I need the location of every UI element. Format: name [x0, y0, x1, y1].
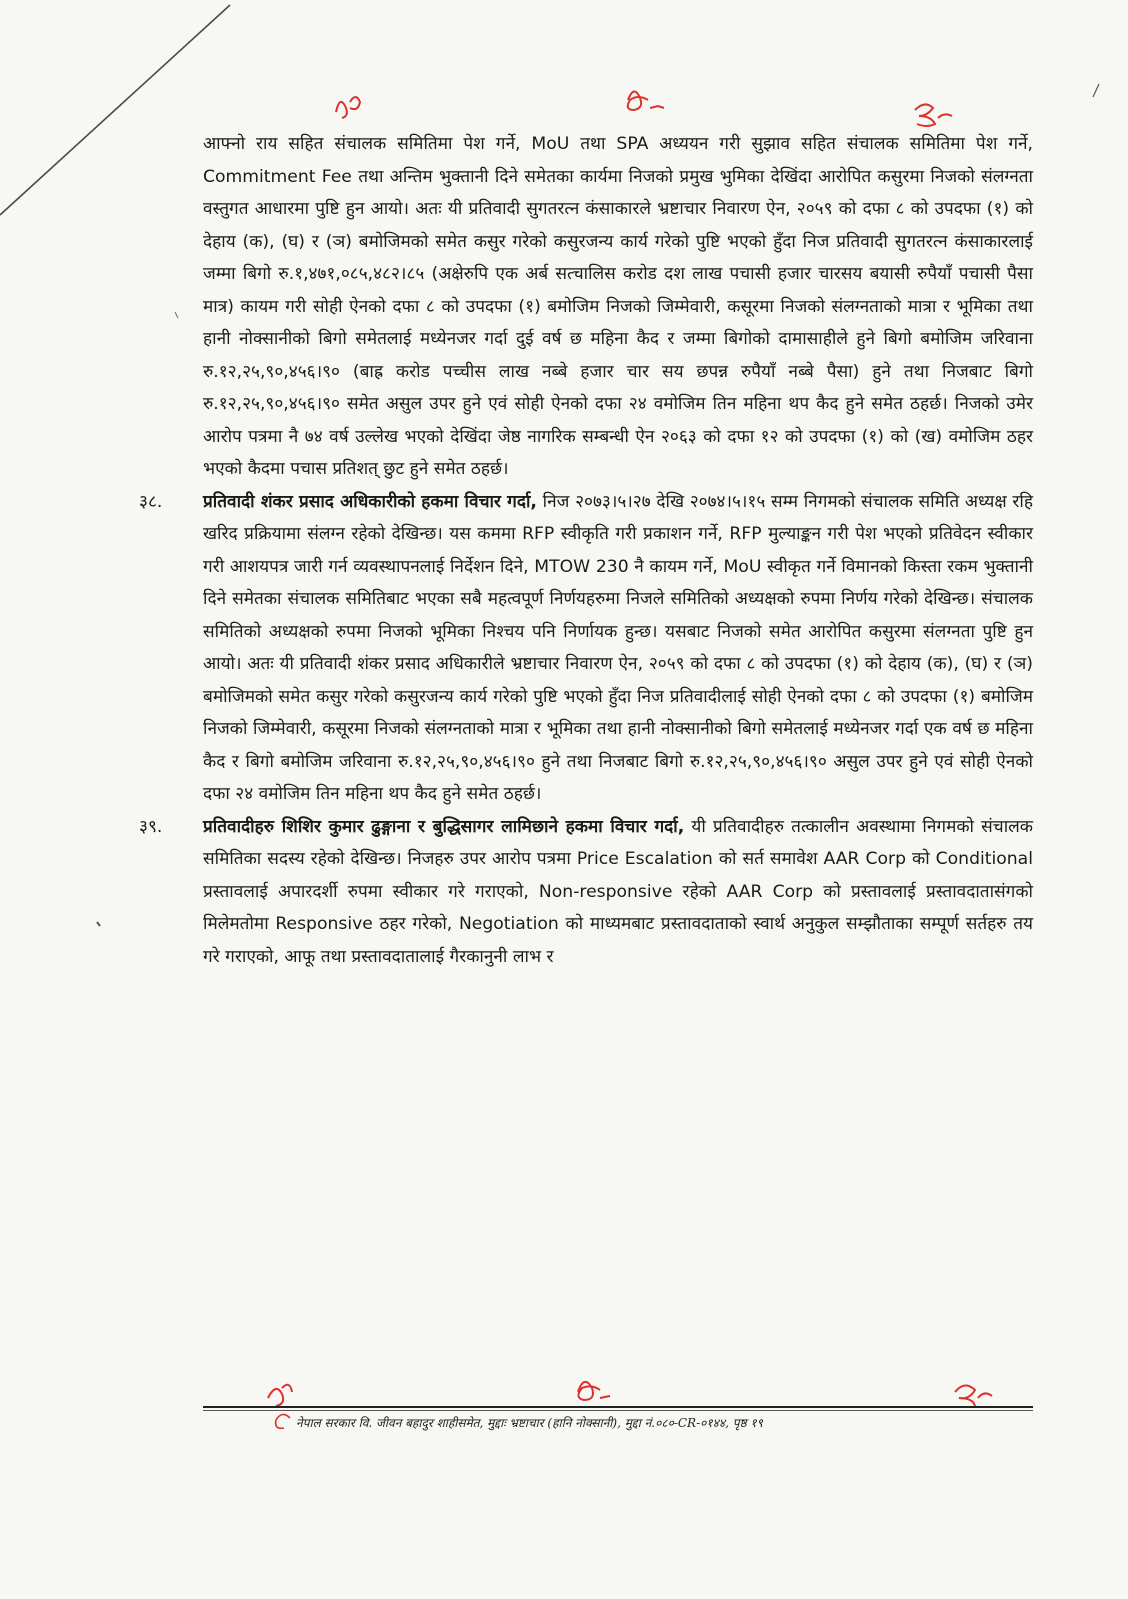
paragraph-lead: प्रतिवादीहरु शिशिर कुमार ढुङ्गाना र बुद्धिसागर लामिछाने हकमा विचार गर्दा,: [203, 816, 685, 837]
footer-citation: नेपाल सरकार वि. जीवन बहादुर शाहीसमेत, मुद्दाः भ्रष्टाचार (हानि नोक्सानी), मुद्दा नं.०८०-CR-०१४४, पृष्ठ १९: [296, 1416, 763, 1430]
paragraph-39: [139, 811, 1033, 974]
document-body: [139, 128, 1034, 973]
paragraph-number: ३९.: [139, 816, 163, 837]
paragraph-text: निज २०७३।५।२७ देखि २०७४।५।१५ सम्म निगमको संचालक समिति अध्यक्ष रहि खरिद प्रक्रियामा संलग्न रहेको देखिन्छ। यस कममा RFP स्वीकृति गरी प्रकाशन गर्ने, RFP मुल्याङ्कन गरी पेश भएको प्रतिवेदन स्वीकार गरी आशयपत्र जारी गर्न व्यवस्थापनलाई निर्देशन दिने, MTOW 230 नै कायम गर्ने, MoU स्वीकृत गर्ने विमानको किस्ता रकम भुक्तानी दिने समेतका संचालक समितिबाट भएका सबै महत्वपूर्ण निर्णयहरुमा निजले समितिको अध्यक्षको रुपमा निर्णय गरेको देखिन्छ। संचालक समितिको अध्यक्षको रुपमा निजको भूमिका निश्चय पनि निर्णायक हुन्छ। यसबाट निजको समेत आरोपित कसुरमा संलग्नता पुष्टि हुन आयो। अतः यी प्रतिवादी शंकर प्रसाद अधिकारीले भ्रष्टाचार निवारण ऐन, २०५९ को दफा ८ को उपदफा (१) को देहाय (क), (घ) र (ञ) बमोजिमको समेत कसुर गरेको कसुरजन्य कार्य गरेको पुष्टि भएको हुँदा निज प्रतिवादीलाई सोही ऐनको दफा ८ को उपदफा (१) बमोजिम निजको जिम्मेवारी, कसूरमा निजको संलग्नताको मात्रा र भूमिका तथा हानी नोक्सानीको बिगो समेतलाई मध्येनजर गर्दा एक वर्ष छ महिना कैद र बिगो बमोजिम जरिवाना रु.१२,२५,९०,४५६।९० हुने तथा निजबाट बिगो रु.१२,२५,९०,४५६।९० असुल उपर हुने एवं सोही ऐनको दफा २४ वमोजिम तिन महिना थप कैद हुने समेत ठहर्छ।: [203, 491, 1034, 804]
footer-rule-thin: [203, 1410, 1033, 1411]
paragraph-lead: प्रतिवादी शंकर प्रसाद अधिकारीको हकमा विचार गर्दा,: [203, 491, 537, 512]
paragraph-number: ३८.: [139, 491, 163, 512]
paragraph-38: [139, 486, 1034, 811]
paragraph-text: यी प्रतिवादीहरु तत्कालीन अवस्थामा निगमको संचालक समितिका सदस्य रहेको देखिन्छ। निजहरु उपर आरोप पत्रमा Price Escalation को सर्त समावेश AAR Corp को Conditional प्रस्तावलाई अपारदर्शी रुपमा स्वीकार गरे गराएको, Non-responsive रहेको AAR Corp को प्रस्तावलाई प्रस्तावदातासंगको मिलेमतोमा Responsive ठहर गरेको, Negotiation को माध्यमबाट प्रस्तावदाताको स्वार्थ अनुकुल सम्झौताका सम्पूर्ण सर्तहरु तय गरे गराएको, आफू तथा प्रस्तावदातालाई गैरकानुनी लाभ र: [203, 816, 1033, 967]
paragraph-continuation: आफ्नो राय सहित संचालक समितिमा पेश गर्ने, MoU तथा SPA अध्ययन गरी सुझाव सहित संचालक समितिमा पेश गर्ने, Commitment Fee तथा अन्तिम भुक्तानी दिने समेतका कार्यमा निजको प्रमुख भुमिका देखिंदा आरोपित कसुरमा निजको संलग्नता वस्तुगत आधारमा पुष्टि हुन आयो। अतः यी प्रतिवादी सुगतरत्न कंसाकारले भ्रष्टाचार निवारण ऐन, २०५९ को दफा ८ को उपदफा (१) को देहाय (क), (घ) र (ञ) बमोजिमको समेत कसुर गरेको कसुरजन्य कार्य गरेको पुष्टि भएको हुँदा निज प्रतिवादी सुगतरत्न कंसाकारलाई जम्मा बिगो रु.१,४७१,०८५,४८२।८५ (अक्षेरुपि एक अर्ब सत्चालिस करोड दश लाख पचासी हजार चारसय बयासी रुपैयाँ पचासी पैसा मात्र) कायम गरी सोही ऐनको दफा ८ को उपदफा (१) बमोजिम निजको जिम्मेवारी, कसूरमा निजको संलग्नताको मात्रा र भूमिका तथा हानी नोक्सानीको बिगो समेतलाई मध्येनजर गर्दा दुई वर्ष छ महिना कैद र जम्मा बिगोको दामासाहीले हुने बिगो बमोजिम जरिवाना रु.१२,२५,९०,४५६।९० (बाह्र करोड पच्चीस लाख नब्बे हजार चार सय छपन्न रुपैयाँ नब्बे पैसा) हुने तथा निजबाट बिगो रु.१२,२५,९०,४५६।९० समेत असुल उपर हुने एवं सोही ऐनको दफा २४ वमोजिम तिन महिना थप कैद हुने समेत ठहर्छ। निजको उमेर आरोप पत्रमा नै ७४ वर्ष उल्लेख भएको देखिंदा जेष्ठ नागरिक सम्बन्धी ऐन २०६३ को दफा १२ को उपदफा (१) को (ख) वमोजिम ठहर भएको कैदमा पचास प्रतिशत् छुट हुने समेत ठहर्छ।: [203, 134, 1033, 479]
footer-rule: [203, 1406, 1033, 1408]
